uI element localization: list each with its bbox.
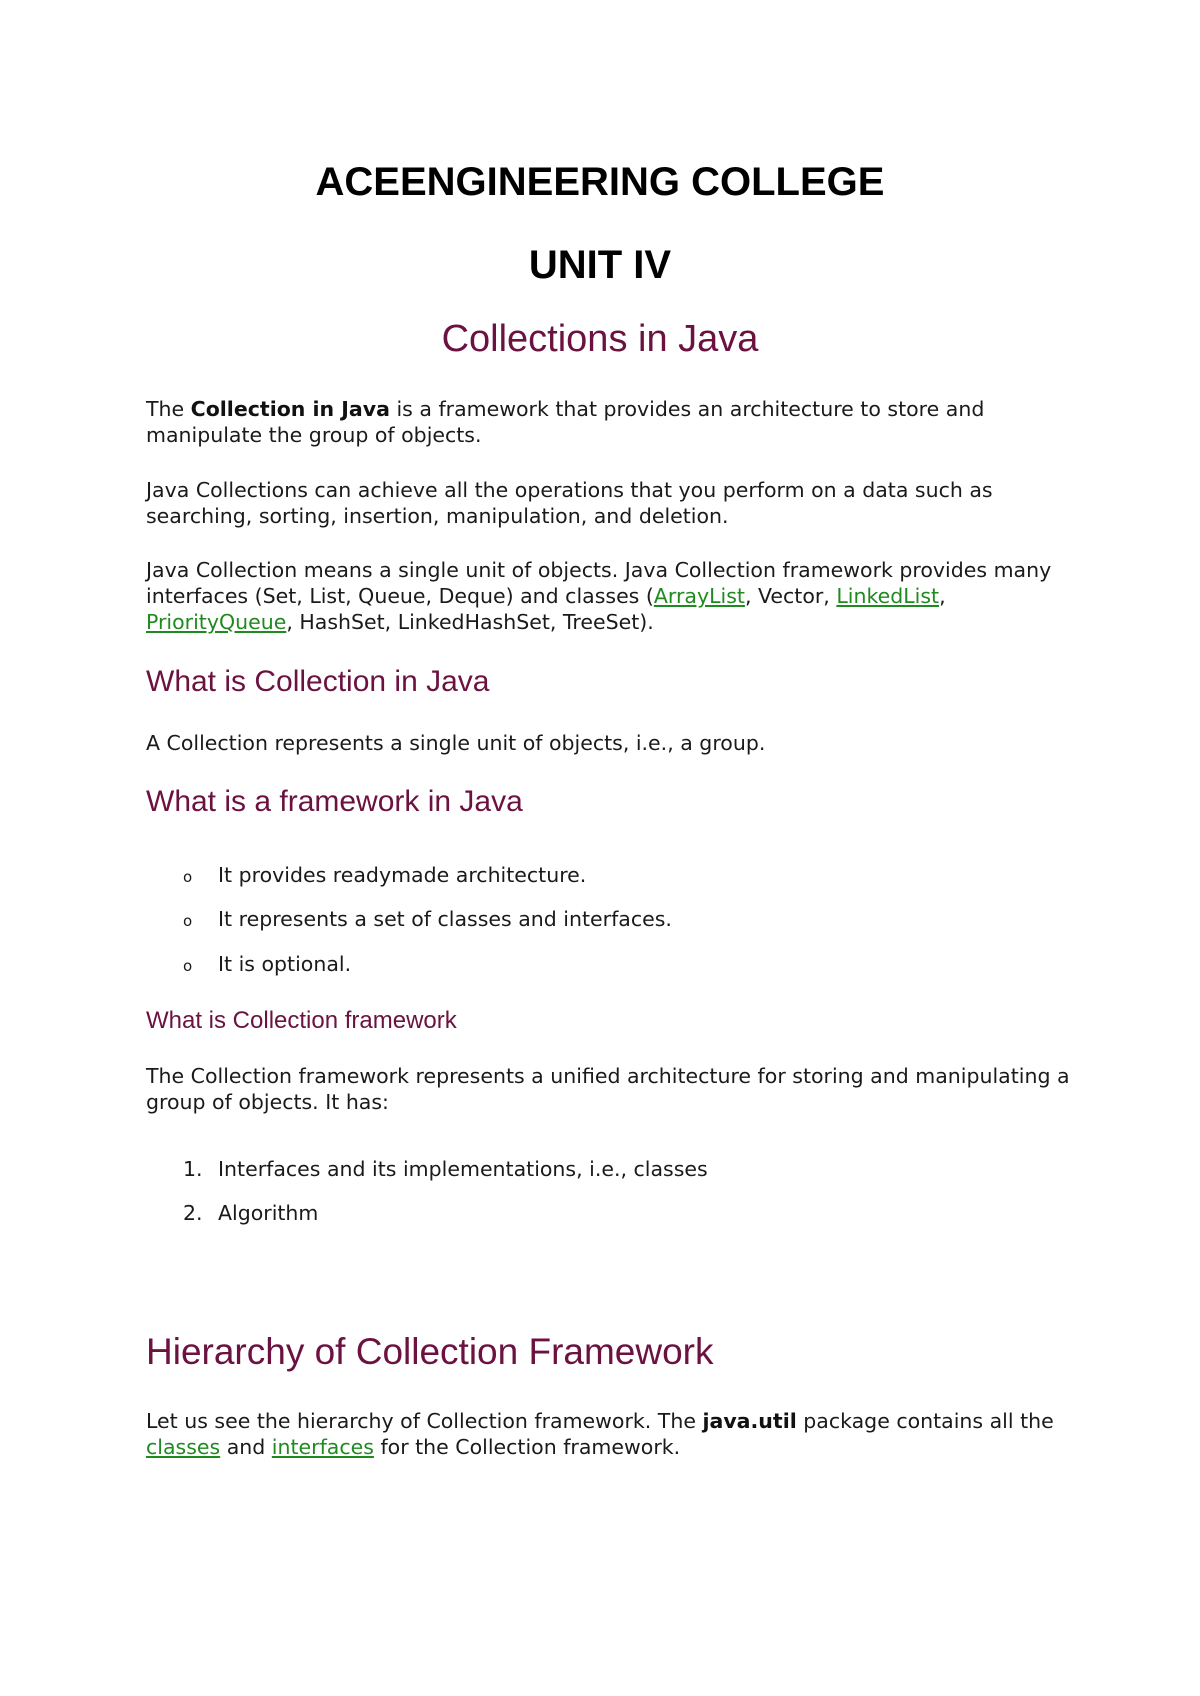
- bullet-icon: o: [183, 868, 193, 886]
- collection-definition: A Collection represents a single unit of objects, i.e., a group.: [146, 731, 766, 755]
- list-item: o It represents a set of classes and interfaces.: [183, 906, 672, 934]
- priorityqueue-link[interactable]: PriorityQueue: [146, 610, 287, 634]
- bold-package-name: java.util: [702, 1409, 797, 1433]
- list-item: 2. Algorithm: [183, 1201, 319, 1225]
- classes-link[interactable]: classes: [146, 1435, 221, 1459]
- intro-paragraph-2: Java Collections can achieve all the operations that you perform on a data such as searching, sorting, insertion, manipulation, and deletion.: [146, 478, 993, 528]
- heading-collection-framework: What is Collection framework: [146, 1007, 457, 1034]
- bullet-icon: o: [183, 957, 193, 975]
- linkedlist-link[interactable]: LinkedList: [836, 584, 940, 608]
- intro-paragraph-1: The Collection in Java is a framework that provides an architecture to store and manipulate the group of objects.: [146, 397, 985, 447]
- bold-term: Collection in Java: [190, 397, 390, 421]
- unit-title: UNIT IV: [528, 243, 672, 287]
- arraylist-link[interactable]: ArrayList: [653, 584, 745, 608]
- intro-paragraph-3: Java Collection means a single unit of objects. Java Collection framework provides many interfaces (Set, List, Queue, Deque) and classes (ArrayList, Vector, LinkedList, PriorityQueue, HashSet, LinkedHashSet, TreeSet).: [146, 558, 1052, 634]
- heading-what-is-framework: What is a framework in Java: [146, 785, 523, 818]
- interfaces-link[interactable]: interfaces: [271, 1435, 374, 1459]
- list-item: o It provides readymade architecture.: [183, 862, 586, 890]
- heading-what-is-collection: What is Collection in Java: [146, 665, 490, 698]
- bullet-icon: o: [183, 912, 193, 930]
- hierarchy-paragraph: Let us see the hierarchy of Collection framework. The java.util package contains all the classes and interfaces for the Collection framework.: [146, 1409, 1054, 1459]
- heading-hierarchy: Hierarchy of Collection Framework: [146, 1331, 714, 1372]
- college-title: ACEENGINEERING COLLEGE: [315, 160, 885, 204]
- list-item: 1. Interfaces and its implementations, i.e., classes: [183, 1157, 708, 1181]
- collection-framework-paragraph: The Collection framework represents a unified architecture for storing and manipulating a group of objects. It has:: [146, 1064, 1070, 1114]
- page-title: Collections in Java: [441, 318, 759, 360]
- list-item: o It is optional.: [183, 951, 351, 979]
